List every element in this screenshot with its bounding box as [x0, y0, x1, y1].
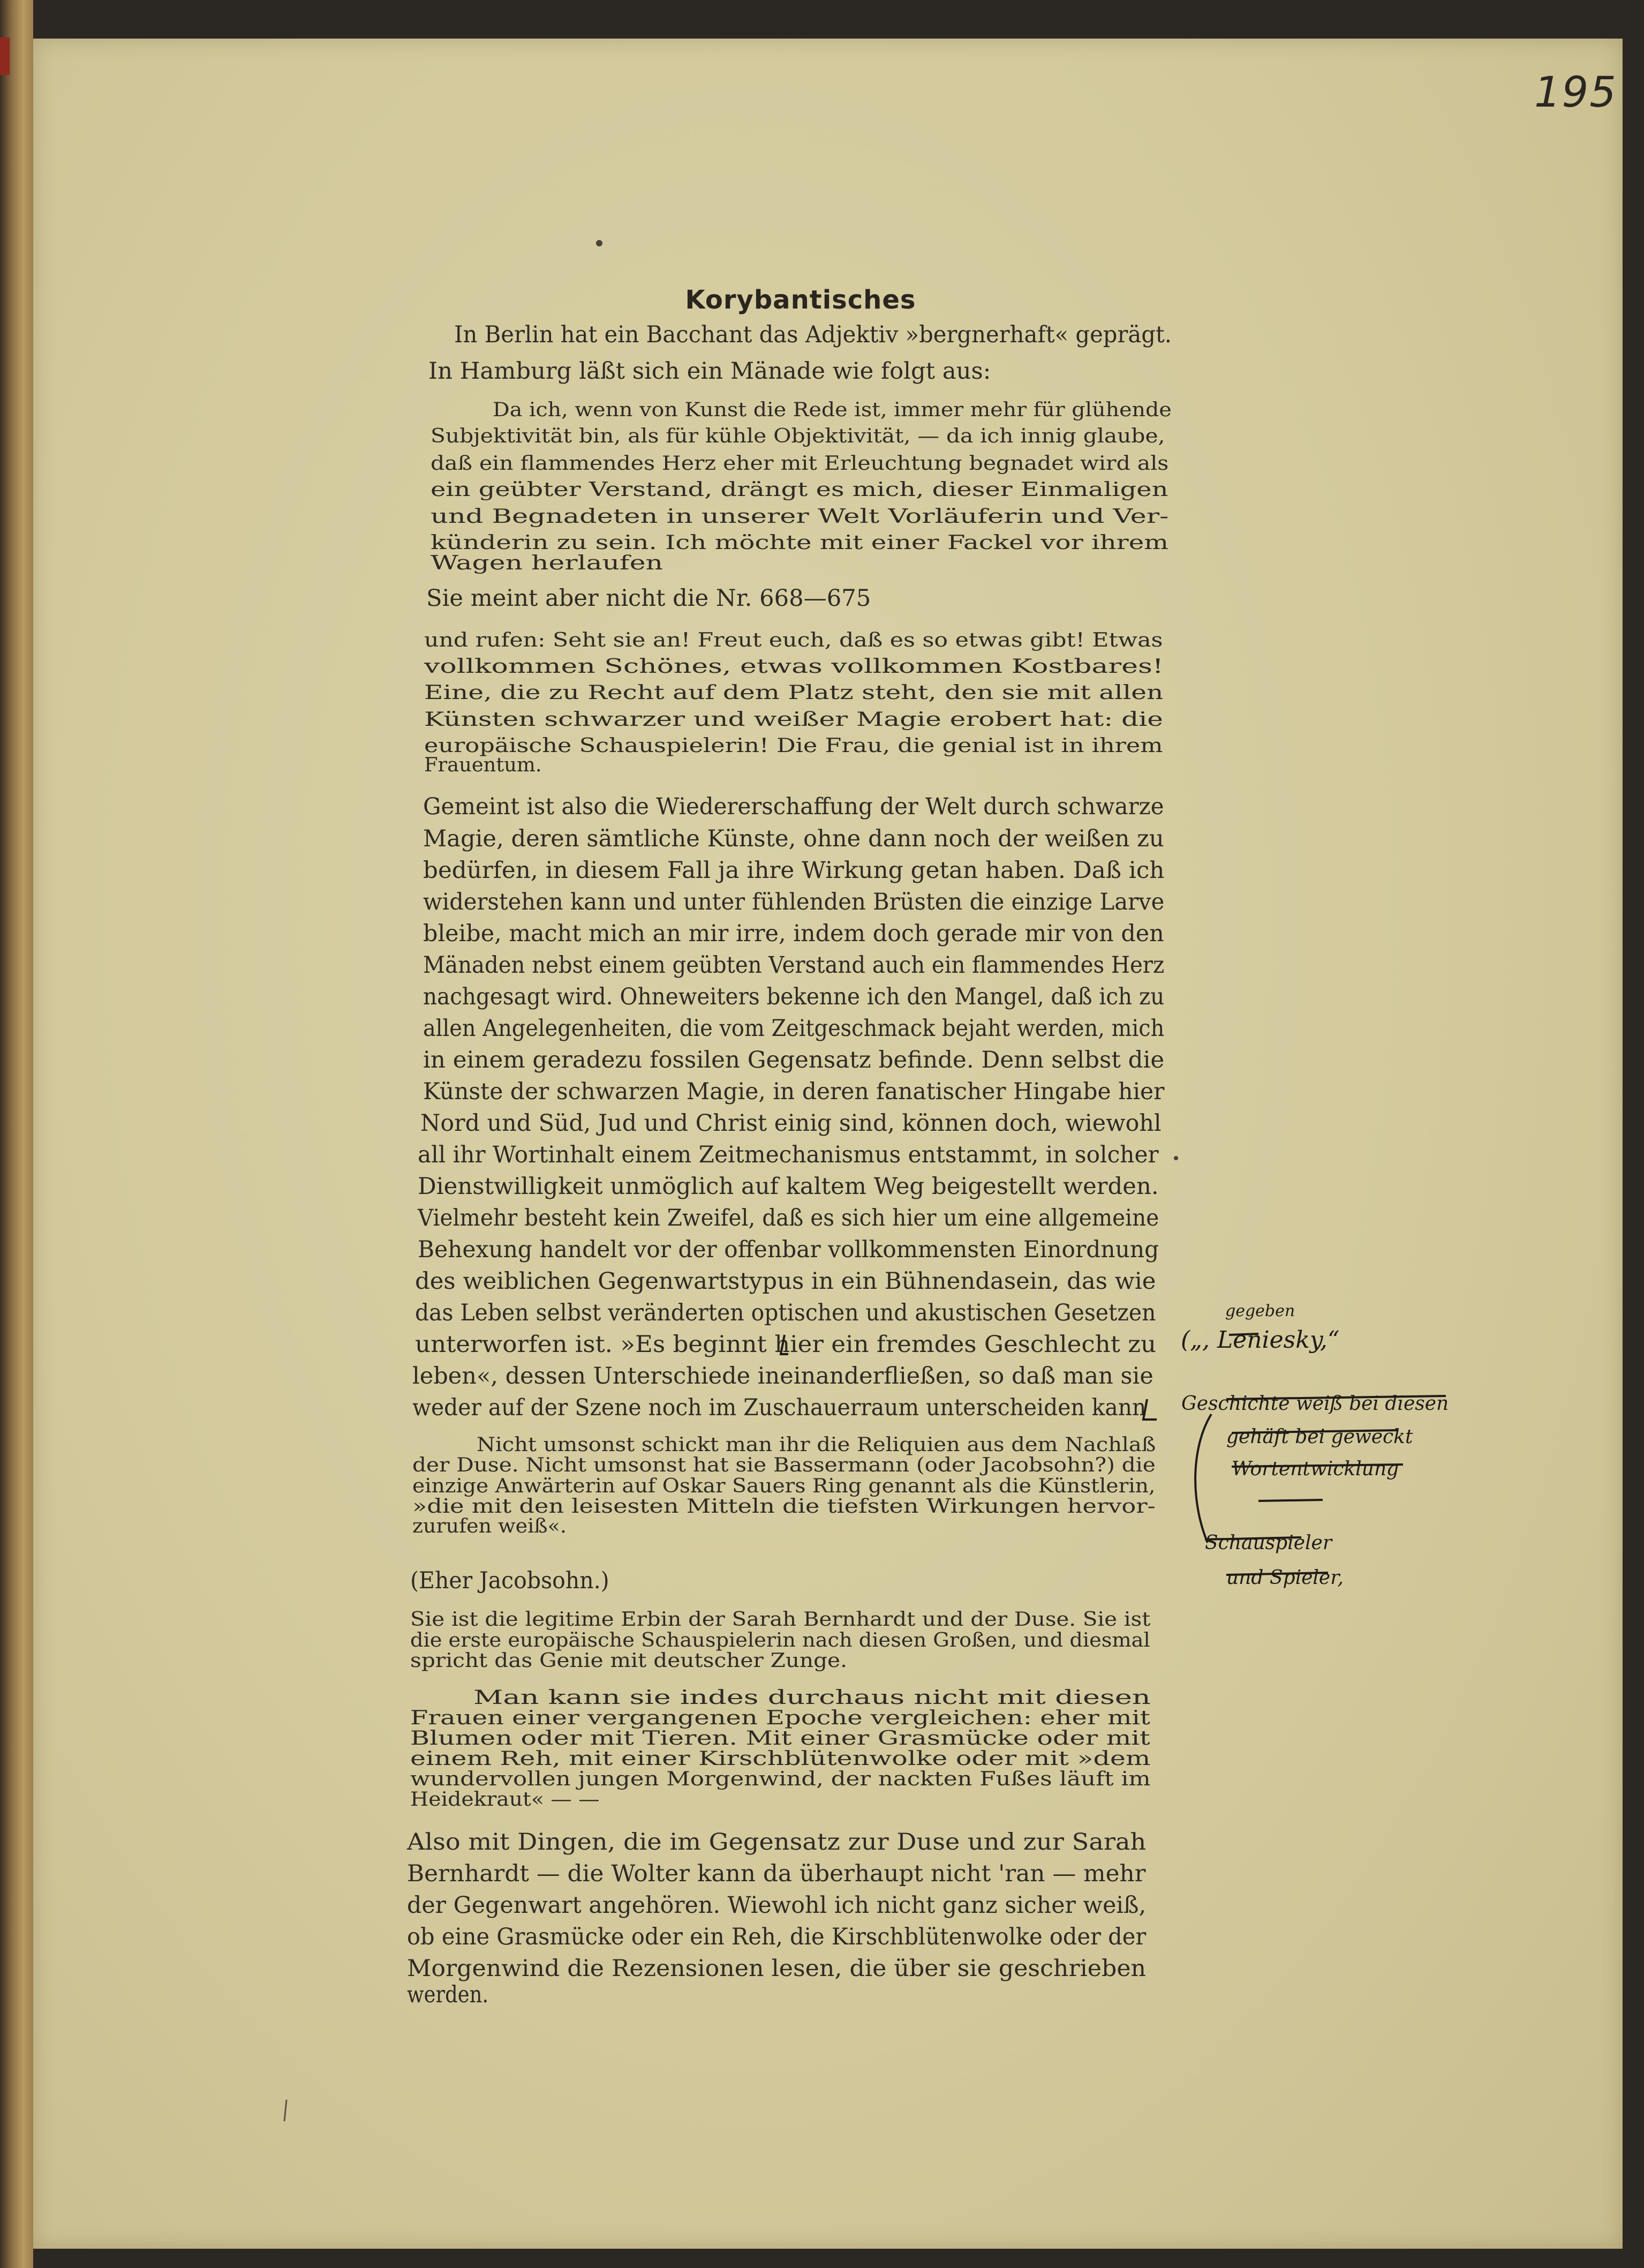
- text-line: Heidekraut« — —: [410, 1789, 600, 1811]
- text-line: in einem geradezu fossilen Gegensatz befinde. Denn selbst die: [423, 1047, 1165, 1073]
- text-line: europäische Schauspielerin! Die Frau, die genial ist in ihrem: [424, 735, 1163, 757]
- text-line: Sie meint aber nicht die Nr. 668—675: [426, 585, 871, 612]
- text-line: daß ein flammendes Herz eher mit Erleuchtung begnadet wird als: [431, 453, 1169, 475]
- text-line: In Berlin hat ein Bacchant das Adjektiv »bergnerhaft« geprägt.: [454, 321, 1172, 348]
- text-line: Da ich, wenn von Kunst die Rede ist, immer mehr für glühende: [493, 399, 1172, 421]
- page-title: Korybantisches: [685, 285, 916, 315]
- text-line: Morgenwind die Rezensionen lesen, die über sie geschrieben: [407, 1955, 1147, 1982]
- text-line: nachgesagt wird. Ohneweiters bekenne ich den Mangel, daß ich zu: [423, 983, 1165, 1010]
- text-line: spricht das Genie mit deutscher Zunge.: [410, 1650, 847, 1672]
- text-line: Wagen herlaufen: [431, 552, 663, 574]
- text-line: Dienstwilligkeit unmöglich auf kaltem Weg beigestellt werden.: [418, 1173, 1159, 1200]
- text-line: Man kann sie indes durchaus nicht mit diesen: [473, 1687, 1151, 1709]
- page-number: 195: [1534, 69, 1617, 117]
- ink-dot: [1174, 1156, 1178, 1160]
- text-line: Subjektivität bin, als für kühle Objektivität, — da ich innig glaube,: [431, 425, 1165, 447]
- text-line: der Gegenwart angehören. Wiewohl ich nicht ganz sicher weiß,: [407, 1892, 1147, 1919]
- text-line: (Eher Jacobsohn.): [410, 1567, 609, 1594]
- text-line: Gemeint ist also die Wiedererschaffung der Welt durch schwarze: [423, 793, 1164, 820]
- book-spine: [0, 0, 33, 2268]
- text-line: wundervollen jungen Morgenwind, der nackten Fußes läuft im: [410, 1768, 1151, 1790]
- text-line: Frauentum.: [424, 754, 542, 776]
- text-line: Sie ist die legitime Erbin der Sarah Bernhardt und der Duse. Sie ist: [410, 1609, 1151, 1631]
- text-line: widerstehen kann und unter fühlenden Brüsten die einzige Larve: [423, 889, 1165, 915]
- handwritten-note: gegeben: [1225, 1302, 1295, 1320]
- handwritten-note: und Spieler,: [1226, 1567, 1344, 1589]
- binding-edge: [0, 37, 10, 75]
- text-line: Blumen oder mit Tieren. Mit einer Grasmücke oder mit: [410, 1728, 1150, 1749]
- text-line: einzige Anwärterin auf Oskar Sauers Ring genannt als die Künstlerin,: [412, 1475, 1156, 1497]
- text-line: bleibe, macht mich an mir irre, indem doch gerade mir von den: [423, 920, 1164, 947]
- text-line: werden.: [407, 1981, 489, 2008]
- text-line: die erste europäische Schauspielerin nach diesen Großen, und diesmal: [410, 1629, 1150, 1651]
- handwritten-note: Wortentwicklung: [1232, 1458, 1399, 1480]
- text-line: ob eine Grasmücke oder ein Reh, die Kirschblütenwolke oder der: [407, 1924, 1147, 1950]
- text-line: weder auf der Szene noch im Zuschauerraum unterscheiden kann: [412, 1394, 1147, 1421]
- text-line: »die mit den leisesten Mitteln die tiefsten Wirkungen hervor-: [412, 1496, 1156, 1518]
- text-line: bedürfen, in diesem Fall ja ihre Wirkung getan haben. Daß ich: [423, 857, 1165, 884]
- text-line: Künsten schwarzer und weißer Magie erobert hat: die: [424, 709, 1163, 731]
- handwritten-note: Geschichte weiß bei diesen: [1181, 1393, 1449, 1415]
- text-line: der Duse. Nicht umsonst hat sie Bassermann (oder Jacobsohn?) die: [412, 1454, 1156, 1476]
- handwritten-note: („, Leniesky,“: [1181, 1326, 1340, 1354]
- text-line: das Leben selbst veränderten optischen und akustischen Gesetzen: [415, 1300, 1156, 1326]
- text-line: vollkommen Schönes, etwas vollkommen Kostbares!: [424, 656, 1164, 678]
- text-line: ein geübter Verstand, drängt es mich, dieser Einmaligen: [431, 479, 1168, 501]
- text-line: künderin zu sein. Ich möchte mit einer Fackel vor ihrem: [431, 532, 1169, 554]
- text-line: und Begnadeten in unserer Welt Vorläuferin und Ver-: [431, 506, 1169, 528]
- text-line: Nord und Süd, Jud und Christ einig sind, können doch, wiewohl: [420, 1110, 1162, 1137]
- text-line: Künste der schwarzen Magie, in deren fanatischer Hingabe hier: [423, 1078, 1165, 1105]
- ink-dot: [596, 240, 602, 246]
- text-line: Eine, die zu Recht auf dem Platz steht, den sie mit allen: [424, 682, 1164, 704]
- text-line: Bernhardt — die Wolter kann da überhaupt nicht 'ran — mehr: [407, 1860, 1146, 1887]
- handwritten-note: gehäft bei geweckt: [1226, 1426, 1413, 1448]
- text-line: Magie, deren sämtliche Künste, ohne dann noch der weißen zu: [423, 825, 1164, 852]
- text-line: einem Reh, mit einer Kirschblütenwolke oder mit »dem: [410, 1748, 1151, 1770]
- text-line: Frauen einer vergangenen Epoche vergleichen: eher mit: [410, 1707, 1151, 1729]
- text-line: unterworfen ist. »Es beginnt hier ein fremdes Geschlecht zu: [415, 1331, 1157, 1358]
- text-line: Vielmehr besteht kein Zweifel, daß es sich hier um eine allgemeine: [418, 1205, 1159, 1231]
- handwritten-note: Schauspieler: [1205, 1532, 1332, 1554]
- text-line: In Hamburg läßt sich ein Mänade wie folgt aus:: [428, 358, 991, 385]
- text-line: leben«, dessen Unterschiede ineinanderfließen, so daß man sie: [412, 1363, 1153, 1390]
- text-line: Also mit Dingen, die im Gegensatz zur Duse und zur Sarah: [407, 1829, 1147, 1856]
- text-line: Nicht umsonst schickt man ihr die Reliquien aus dem Nachlaß: [477, 1434, 1156, 1456]
- text-line: zurufen weiß«.: [412, 1515, 567, 1537]
- text-line: Mänaden nebst einem geübten Verstand auch ein flammendes Herz: [423, 952, 1165, 979]
- text-line: all ihr Wortinhalt einem Zeitmechanismus entstammt, in solcher: [418, 1141, 1159, 1168]
- text-line: des weiblichen Gegenwartstypus in ein Bühnendasein, das wie: [415, 1268, 1156, 1295]
- text-line: allen Angelegenheiten, die vom Zeitgeschmack bejaht werden, mich: [423, 1015, 1165, 1042]
- text-line: und rufen: Seht sie an! Freut euch, daß es so etwas gibt! Etwas: [424, 629, 1163, 651]
- text-line: Behexung handelt vor der offenbar vollkommensten Einordnung: [418, 1236, 1159, 1263]
